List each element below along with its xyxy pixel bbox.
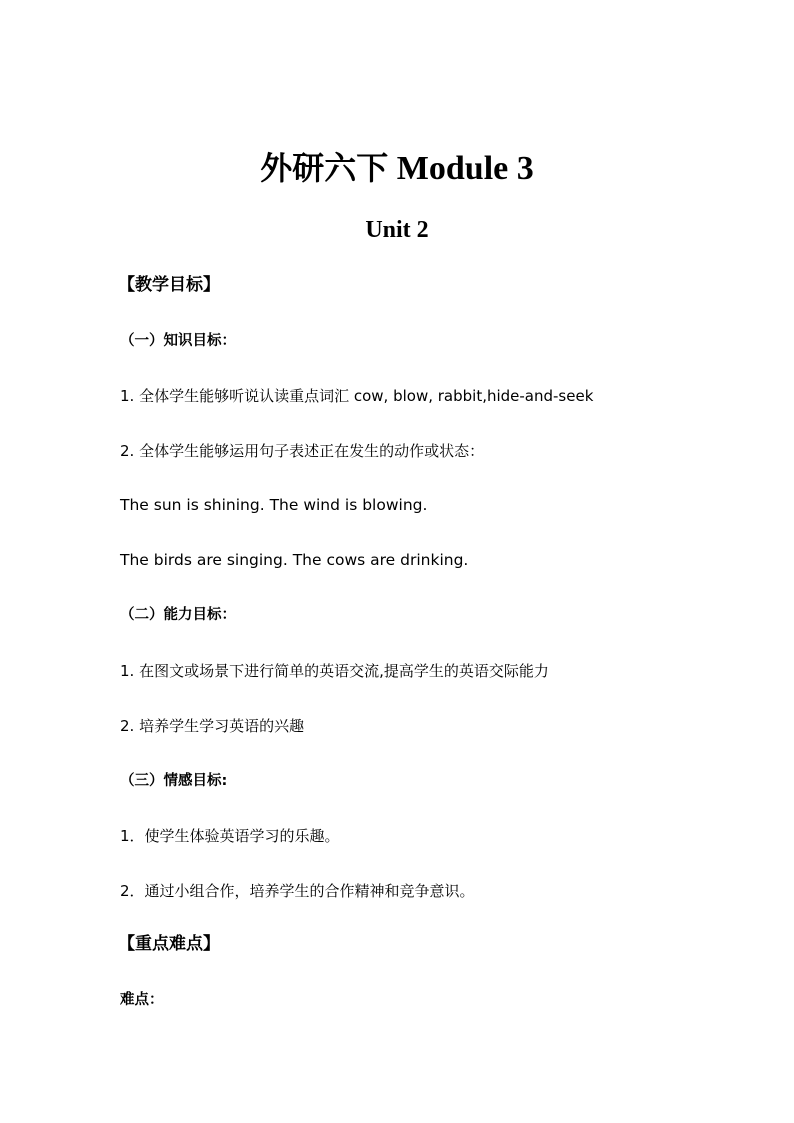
title-chinese: 外研六下 (260, 149, 389, 187)
knowledge-item-1: 1. 全体学生能够听说认读重点词汇 cow, blow, rabbit,hide-and-seek (120, 387, 594, 405)
title-module: Module 3 (396, 150, 534, 187)
ability-item-2: 2. 培养学生学习英语的兴趣 (120, 717, 305, 735)
subheading-difficult-points: 难点： (120, 992, 164, 1008)
section-heading-key-difficult-points: 【重点难点】 (118, 934, 220, 954)
example-sentence-2: The birds are singing. The cows are drinking. (120, 551, 469, 569)
document-title (0, 148, 794, 189)
ability-item-1: 1. 在图文或场景下进行简单的英语交流,提高学生的英语交际能力 (120, 662, 549, 680)
subheading-ability-objectives: （二）能力目标： (120, 607, 236, 623)
emotional-item-1: 1．使学生体验英语学习的乐趣。 (120, 827, 340, 845)
example-sentence-1: The sun is shining. The wind is blowing. (120, 496, 428, 514)
subheading-emotional-objectives: （三）情感目标: (120, 773, 228, 789)
knowledge-item-2: 2. 全体学生能够运用句子表述正在发生的动作或状态： (120, 442, 485, 460)
emotional-item-2: 2．通过小组合作，培养学生的合作精神和竞争意识。 (120, 882, 475, 900)
subheading-knowledge-objectives: （一）知识目标： (120, 333, 236, 349)
document-subtitle: Unit 2 (365, 217, 429, 243)
section-heading-teaching-objectives: 【教学目标】 (118, 275, 220, 295)
